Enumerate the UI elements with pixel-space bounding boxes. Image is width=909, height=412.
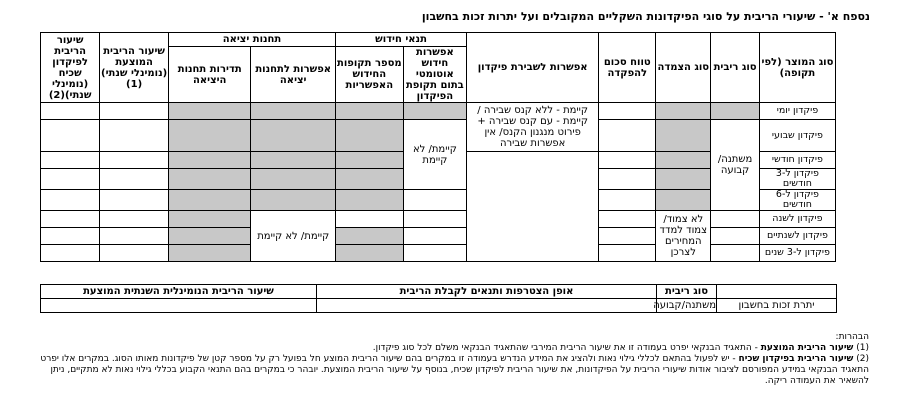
notes-section xyxy=(39,332,869,387)
note-number: (2) xyxy=(856,354,869,364)
note-term: שיעור הריבית המוצעת xyxy=(760,343,854,353)
shaded-cell xyxy=(251,169,336,190)
header-renewal-group: תנאי חידוש xyxy=(336,33,467,47)
header-exit-group: תחנות יציאה xyxy=(168,33,335,47)
shaded-cell xyxy=(168,103,250,120)
header-common-deposit-rate: שיעור הריבית לפיקדון שכיח (נומינלי שנתי)(2) xyxy=(41,33,100,103)
shaded-cell xyxy=(251,152,336,169)
shaded-cell xyxy=(336,169,404,190)
table-cell xyxy=(41,190,100,211)
interest-type-cell: משתנה/ קבועה xyxy=(711,120,760,211)
shaded-cell xyxy=(336,245,404,262)
table-cell xyxy=(100,228,169,245)
header-offered-rate: שיעור הריבית המוצעת (נומינלי שנתי)(1) xyxy=(100,33,169,103)
header-exit-option: אפשרות לתחנות יציאה xyxy=(251,47,336,103)
table-cell xyxy=(317,299,657,313)
note-number: (1) xyxy=(856,343,869,353)
table-row xyxy=(41,120,836,152)
shaded-cell xyxy=(251,190,336,211)
header-break-option: אפשרות לשבירת פיקדון xyxy=(467,33,599,103)
shaded-cell xyxy=(168,228,250,245)
table-cell xyxy=(41,152,100,169)
shaded-cell xyxy=(168,211,250,228)
shaded-cell xyxy=(336,228,404,245)
shaded-cell xyxy=(656,190,711,211)
table-cell xyxy=(599,228,656,245)
table-cell xyxy=(336,211,404,228)
shaded-cell xyxy=(711,103,760,120)
interest-type-value: משתנה/קבועה xyxy=(653,300,716,311)
shaded-cell xyxy=(336,152,404,169)
table-cell xyxy=(41,245,100,262)
shaded-cell xyxy=(168,120,250,152)
shaded-cell xyxy=(336,103,404,120)
product-label: פיקדון חודשי xyxy=(759,152,835,169)
table-cell xyxy=(41,211,100,228)
product-label: פיקדון לשנתיים xyxy=(759,228,835,245)
page-title: נספח א' - שיעורי הריבית על סוגי הפיקדונות השקליים המקובלים ועל יתרות זכות בחשבון xyxy=(421,10,870,23)
table-cell xyxy=(711,228,760,245)
shaded-cell xyxy=(168,245,250,262)
table-cell xyxy=(100,152,169,169)
header-exit-frequency: תדירות תחנות היציאה xyxy=(168,47,250,103)
product-label: פיקדון ל-6 חודשים xyxy=(759,190,835,211)
table-cell xyxy=(100,120,169,152)
break-option-cell: קיימת - ללא קנס שבירה / קיימת - עם קנס שבירה + פירוט מנגנון הקנס/ אין אפשרות שבירה xyxy=(467,103,599,152)
shaded-cell xyxy=(656,103,711,120)
table-cell xyxy=(403,190,466,211)
table-cell xyxy=(100,245,169,262)
table-cell xyxy=(717,285,837,299)
table-row xyxy=(41,211,836,228)
table-cell xyxy=(41,169,100,190)
header-renewal-periods: מספר תקופות החידוש האפשריות xyxy=(336,47,404,103)
note-text: - התאגיד הבנקאי יפרט בעמודה זו את שיעור הריבית המירבי שהתאגיד הבנקאי משלם לכל סוג פיקדון. xyxy=(372,343,761,353)
shaded-cell xyxy=(656,152,711,169)
shaded-cell xyxy=(336,120,404,152)
table-cell xyxy=(100,169,169,190)
shaded-cell xyxy=(168,190,250,211)
table-cell xyxy=(41,103,100,120)
table-row xyxy=(41,285,837,299)
account-credit-table xyxy=(40,284,837,313)
product-label: פיקדון יומי xyxy=(759,103,835,120)
table-cell xyxy=(100,190,169,211)
table-cell xyxy=(599,190,656,211)
table-cell xyxy=(41,228,100,245)
header-deposit-range: טווח סכום להפקדה xyxy=(599,33,656,103)
note-term: שיעור הריבית בפיקדון שכיח xyxy=(738,354,854,364)
table-cell xyxy=(100,103,169,120)
indexation-cell: לא צמוד/ צמוד למדד המחירים לצרכן xyxy=(656,211,711,262)
header-nominal-rate: שיעור הריבית הנומינלית השנתית המוצעת xyxy=(41,285,317,299)
header-indexation-type: סוג הצמדה xyxy=(656,33,711,103)
shaded-cell xyxy=(168,152,250,169)
note-2 xyxy=(39,354,869,387)
product-label: פיקדון ל-3 שנים xyxy=(759,245,835,262)
table-cell xyxy=(599,120,656,152)
table-cell xyxy=(599,103,656,120)
note-text: - יש לפעול בהתאם לכללי גילוי נאות ולהציג את המידע הנדרש בעמודה זו במקרים בהם שיעור הריבית המוצע חל בפועל רק על מספר קטן של פיקדונות מאותו הסוג. במקרים אלו יפרט התאגיד הבנקאי במידע המפורסם לציבור אודות שיעורי הריבית על הפיקדונות, את שיעור הריבית לפיקדון שכיח, בנוסף על שיעור הריבית המוצעת. יובהר כי במקרים בהם התנאי הקבוע בכללי גילוי נאות לא מתקיים, ניתן להשאיר את העמודה ריקה. xyxy=(40,354,869,386)
product-label: פיקדון ל-3 חודשים xyxy=(759,169,835,190)
table-cell xyxy=(599,245,656,262)
auto-renewal-cell: קיימת/ לא קיימת xyxy=(403,120,466,190)
shaded-cell xyxy=(403,103,466,120)
shaded-cell xyxy=(168,169,250,190)
shaded-cell xyxy=(656,120,711,152)
shaded-cell xyxy=(336,190,404,211)
table-cell xyxy=(599,169,656,190)
table-row xyxy=(41,228,836,245)
table-cell xyxy=(711,211,760,228)
shaded-cell xyxy=(251,120,336,152)
table-cell xyxy=(403,211,466,228)
header-interest-type: סוג ריבית xyxy=(711,33,760,103)
shaded-cell xyxy=(656,169,711,190)
notes-heading: הבהרות: xyxy=(835,332,869,342)
table-cell xyxy=(599,152,656,169)
header-auto-renewal: אפשרות חידוש אוטומטי בתום תקופת הפיקדון xyxy=(403,47,466,103)
exit-option-cell: קיימת/ לא קיימת xyxy=(251,211,336,262)
product-label: פיקדון שבועי xyxy=(759,120,835,152)
table-row xyxy=(41,299,837,313)
deposit-rates-table xyxy=(40,32,836,262)
table-cell xyxy=(100,211,169,228)
table-cell xyxy=(403,228,466,245)
table-cell xyxy=(711,245,760,262)
table-cell xyxy=(599,211,656,228)
table-cell xyxy=(403,245,466,262)
header-interest-type: סוג ריבית xyxy=(657,285,717,299)
shaded-cell xyxy=(251,103,336,120)
table-cell xyxy=(41,299,317,313)
product-label: פיקדון לשנה xyxy=(759,211,835,228)
table-row xyxy=(41,245,836,262)
table-cell xyxy=(41,120,100,152)
row-label: יתרת זכות בחשבון xyxy=(717,299,837,313)
note-1 xyxy=(39,343,869,354)
table-row xyxy=(41,103,836,120)
header-join-method: אופן הצטרפות ותנאים לקבלת הריבית xyxy=(317,285,657,299)
table-cell xyxy=(467,152,599,262)
header-product-type: סוג המוצר (לפי תקופה) xyxy=(759,33,835,103)
